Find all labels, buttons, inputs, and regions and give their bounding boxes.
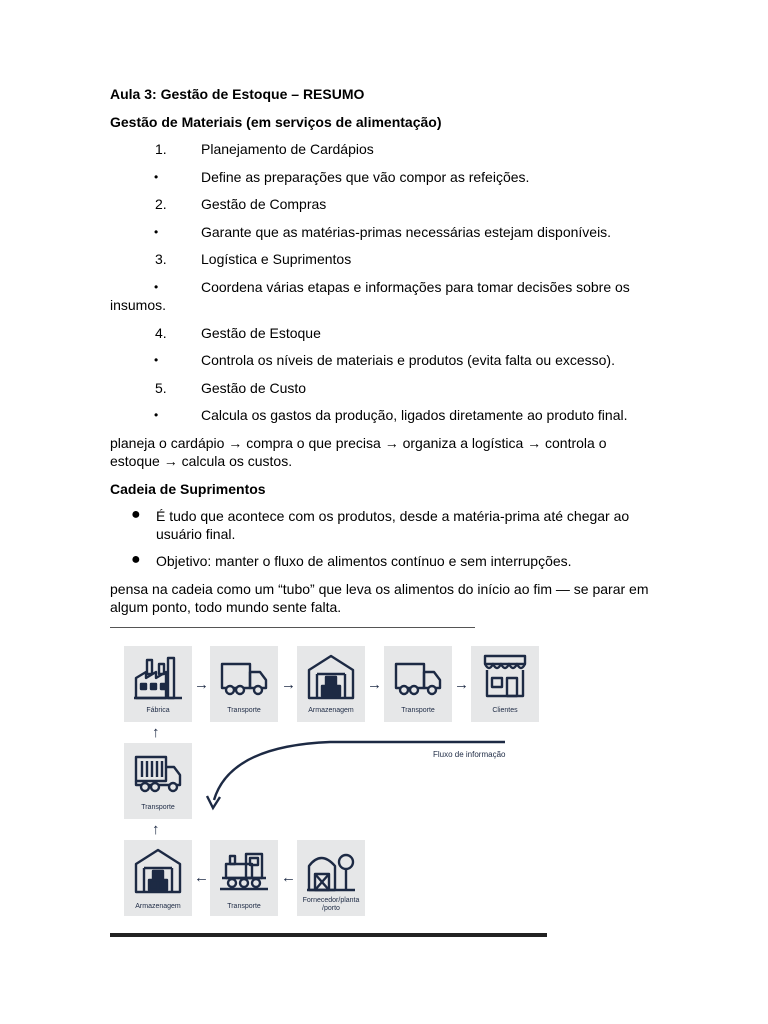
diagram-node-label: Fornecedor/planta xyxy=(302,897,360,904)
truck-icon xyxy=(392,650,444,702)
list-item-detail: Calcula os gastos da produção, ligados diretamente ao produto final. xyxy=(201,407,628,423)
arrow-right: → xyxy=(454,676,469,693)
arrow-left: ← xyxy=(281,869,296,886)
arrow-left: ← xyxy=(194,869,209,886)
bullet: ● xyxy=(131,506,141,523)
list-item-detail-continuation: usuário final. xyxy=(156,526,236,542)
summary-line: estoque → calcula os custos. xyxy=(110,453,293,469)
arrow-right: → xyxy=(367,676,382,693)
bullet: • xyxy=(154,280,159,294)
bullet: • xyxy=(154,408,159,422)
barn-icon xyxy=(305,844,357,896)
diagram-node-label: Clientes xyxy=(492,707,518,714)
list-item-label: Planejamento de Cardápios xyxy=(201,141,374,157)
diagram-node-label: Transporte xyxy=(401,707,435,714)
diagram-node-label: Armazenagem xyxy=(308,707,354,714)
diagram-node-armazenagem xyxy=(297,646,365,722)
bullet: ● xyxy=(131,551,141,568)
list-item-detail: É tudo que acontece com os produtos, desde a matéria-prima até chegar ao xyxy=(156,508,630,524)
list-item-number: 3. xyxy=(155,251,167,267)
page-title: Aula 3: Gestão de Estoque – RESUMO xyxy=(110,86,365,102)
list-item-number: 5. xyxy=(155,380,167,396)
diagram-node-transporte xyxy=(384,646,452,722)
diagram-node-clientes xyxy=(471,646,539,722)
diagram-node-label: Transporte xyxy=(141,804,175,811)
flow-label: Fluxo de informação xyxy=(433,750,506,759)
bullet: • xyxy=(154,170,159,184)
list-item-detail: Controla os níveis de materiais e produtos (evita falta ou excesso). xyxy=(201,352,615,368)
list-item-number: 1. xyxy=(155,141,167,157)
arrow-right: → xyxy=(281,676,296,693)
diagram-node-transporte xyxy=(210,840,278,916)
divider xyxy=(110,627,475,628)
bullet: • xyxy=(154,225,159,239)
warehouse-icon xyxy=(132,844,184,896)
factory-icon xyxy=(132,650,184,702)
diagram-node-label-continuation: /porto xyxy=(322,905,340,912)
summary-line: planeja o cardápio → compra o que precisa → organiza a logística → controla o xyxy=(110,435,607,451)
diagram-node-label: Armazenagem xyxy=(135,903,181,910)
diagram-node-transporte xyxy=(210,646,278,722)
diagram-node-label: Transporte xyxy=(227,903,261,910)
store-icon xyxy=(479,650,531,702)
note-line: pensa na cadeia como um “tubo” que leva os alimentos do início ao fim — se parar em xyxy=(110,581,649,597)
bullet: • xyxy=(154,353,159,367)
list-item-label: Gestão de Estoque xyxy=(201,325,321,341)
list-item-detail: Garante que as matérias-primas necessárias estejam disponíveis. xyxy=(201,224,612,240)
list-item-detail-continuation: insumos. xyxy=(110,297,167,313)
list-item-detail: Define as preparações que vão compor as refeições. xyxy=(201,169,530,185)
truck-icon xyxy=(218,650,270,702)
diagram-node-label: Transporte xyxy=(227,707,261,714)
warehouse-icon xyxy=(305,650,357,702)
list-item-label: Logística e Suprimentos xyxy=(201,251,352,267)
diagram-node-transporte xyxy=(124,743,192,819)
list-item-number: 2. xyxy=(155,196,167,212)
note-line: algum ponto, todo mundo sente falta. xyxy=(110,599,342,615)
diagram-node-fabrica xyxy=(124,646,192,722)
arrow-up: ↑ xyxy=(152,821,160,838)
list-item-label: Gestão de Compras xyxy=(201,196,327,212)
section-heading-cadeia: Cadeia de Suprimentos xyxy=(110,481,266,497)
arrow-right: → xyxy=(194,676,209,693)
diagram-node-armazenagem xyxy=(124,840,192,916)
train-icon xyxy=(218,844,270,896)
list-item-number: 4. xyxy=(155,325,167,341)
diagram-node-fornecedor xyxy=(297,840,365,916)
arrow-up: ↑ xyxy=(152,724,160,741)
section-heading-materiais: Gestão de Materiais (em serviços de alimentação) xyxy=(110,114,442,130)
list-item-label: Gestão de Custo xyxy=(201,380,307,396)
list-item-detail: Objetivo: manter o fluxo de alimentos contínuo e sem interrupções. xyxy=(156,553,572,569)
diagram-node-label: Fábrica xyxy=(146,707,170,714)
divider xyxy=(110,933,547,937)
container-truck-icon xyxy=(132,747,184,799)
list-item-detail: Coordena várias etapas e informações para tomar decisões sobre os xyxy=(201,279,630,295)
